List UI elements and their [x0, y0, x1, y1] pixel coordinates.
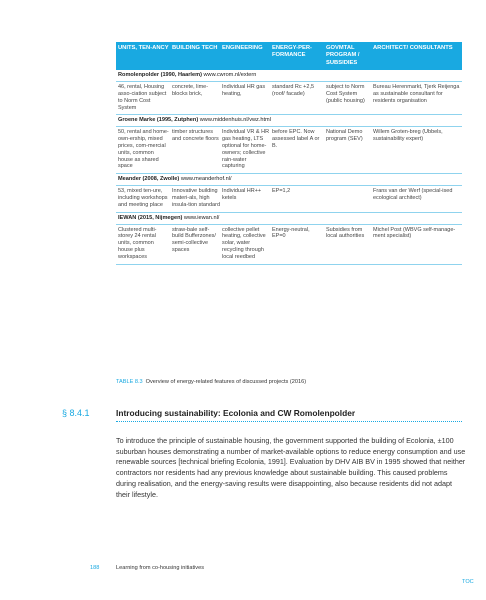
table-header	[116, 42, 462, 70]
table-cell: Individual HR++ ketels	[222, 188, 262, 201]
table-cell: EP=1,2	[272, 188, 291, 195]
table-cell: Innovative building materi-als, high insula-tion standard	[172, 188, 221, 208]
header-units: UNITS, TEN-ANCY	[118, 45, 169, 51]
running-footer-title: Learning from co-housing initiatives	[116, 565, 204, 571]
table-cell: 46, rental, Housing asso-ciation subject to Norm Cost System	[118, 84, 167, 111]
table-caption-text: Overview of energy-related features of discussed projects (2016)	[145, 379, 307, 385]
project-url[interactable]: www.middenhuis.nl/vwz.html	[199, 117, 271, 124]
project-url[interactable]: www.cwrom.nl/extern	[203, 72, 257, 79]
projects-table	[116, 42, 462, 265]
table-cell: Bureau Herenmarkt, Tjerk Reijenga as sustainable consultant for residents organisation	[373, 84, 460, 104]
header-engineering: ENGINEERING	[222, 45, 263, 51]
table-cell: collective pellet heating, collective solar, water recycling through local reedbed	[222, 226, 266, 260]
table-cell: Michel Post (WBVG self-manage-ment specialist)	[373, 226, 456, 240]
header-program: GOVMTAL PROGRAM / SUBSIDIES	[326, 45, 360, 66]
table-row	[116, 127, 462, 174]
table-row	[116, 225, 462, 265]
table-cell: Individual HR gas heating,	[222, 84, 266, 98]
table-cell: National Demo program (SEV)	[326, 129, 363, 143]
header-energy-performance: ENERGY-PER-FORMANCE	[272, 45, 312, 59]
section-icon: §	[62, 408, 68, 418]
section-title: Introducing sustainability: Ecolonia and CW Romolenpolder	[116, 408, 356, 418]
table-cell: Clustered multi-storey 24 rental units, common house plus workspaces	[118, 226, 157, 260]
section-divider	[116, 421, 462, 422]
table-cell: 53, mixed ten-ure, including workshops and meeting place	[118, 188, 168, 208]
section-number-text: 8.4.1	[69, 408, 90, 418]
project-title: IEWAN (2015, Nijmegen)	[118, 214, 183, 221]
table-cell: standard Rc +2,5 (roof/ facade)	[272, 84, 315, 98]
section-number	[62, 408, 90, 418]
project-title: Groene Marke (1995, Zutphen)	[118, 117, 199, 124]
table-caption-label: TABLE 8.3	[116, 379, 143, 385]
page-number: 188	[90, 565, 100, 571]
section-body: To introduce the principle of sustainable housing, the government supported the building of Ecolonia, ±100 suburban houses demonstrating a number of market-available options to reduce energy consumption and use renewable sources [technical briefing Ecolonia, 1991]. Evaluation by DHV AIB BV in 1995 showed that neither contractors nor residents had any previous knowledge about sustainable building. This caused problems during realisation, and the energy-saving results were disappointing, also because residents did not adapt their lifestyle.	[116, 436, 466, 499]
project-heading	[116, 70, 462, 82]
project-heading	[116, 115, 462, 127]
table-cell: subject to Norm Cost System (public housing)	[326, 84, 365, 104]
project-title: Meander (2008, Zwolle)	[118, 176, 180, 183]
project-heading	[116, 213, 462, 225]
table-cell: Individual VR & HR gas heating, LTS optional for home-owners; collective rain-water capturing	[222, 129, 270, 170]
table-cell: timber structures and concrete floors	[172, 129, 219, 143]
table-caption	[116, 379, 306, 385]
project-title: Romolenpolder (1990, Haarlem)	[118, 72, 202, 79]
project-url[interactable]: www.meanderhof.nl/	[180, 176, 232, 183]
table-cell: Willem Groten-breg (Ubbels, sustainability expert)	[373, 129, 443, 143]
table-cell: straw-bale self-build Bufferzones/ semi-collective spaces	[172, 226, 216, 253]
toc-link[interactable]: TOC	[462, 579, 474, 585]
table-cell: Subsidies from local authorities	[326, 226, 365, 240]
table-cell	[324, 188, 371, 208]
table-cell: concrete, lime-blocks brick,	[172, 84, 209, 98]
project-url[interactable]: www.iewan.nl/	[183, 214, 220, 221]
table-cell: Frans van der Werf (special-ised ecological architect)	[373, 188, 453, 201]
header-architect: ARCHITECT/ CONSULTANTS	[373, 45, 453, 51]
table-row	[116, 186, 462, 212]
table-cell: before EPC. Now assessed label A or B.	[272, 129, 320, 149]
table-cell: Energy-neutral, EP=0	[272, 226, 310, 240]
project-heading	[116, 174, 462, 186]
header-building-tech: BUILDING TECH	[172, 45, 218, 51]
table-row	[116, 82, 462, 115]
table-cell: 50, rental and home-own-ership, mixed prices, com-mercial units, common house as shared space	[118, 129, 169, 170]
